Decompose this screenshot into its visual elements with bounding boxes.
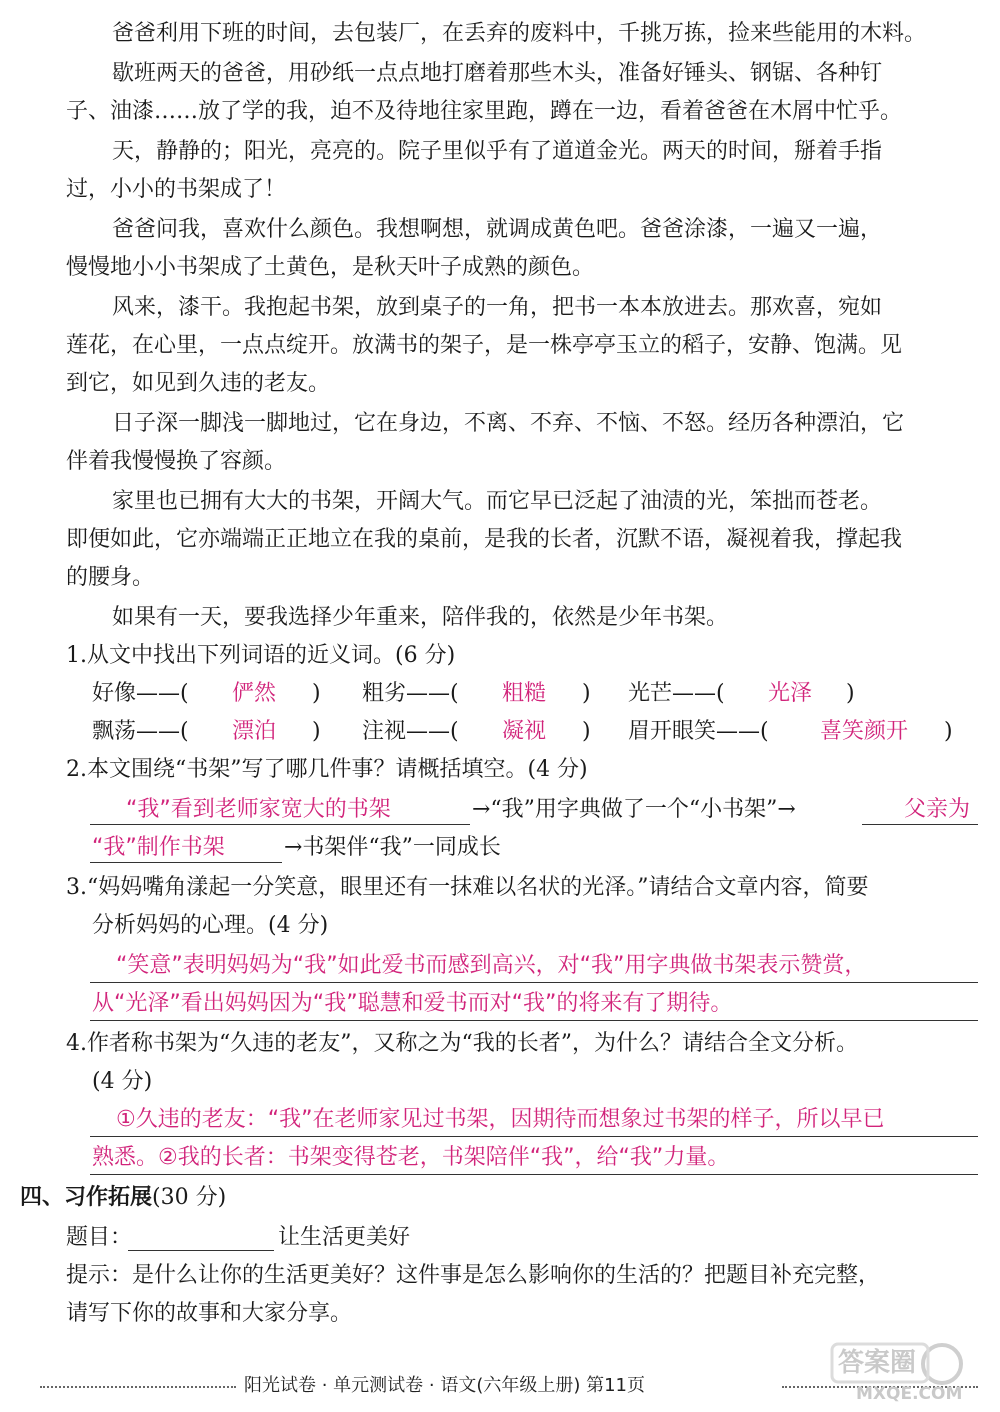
synonym-word: 光芒——( xyxy=(628,681,725,706)
synonym-close: ) xyxy=(312,719,321,744)
passage-line: 歇班两天的爸爸，用砂纸一点点地打磨着那些木头，准备好锤头、钢锯、各种钉 xyxy=(112,61,883,86)
answer-line xyxy=(90,1136,978,1137)
synonym-answer: 漂泊 xyxy=(232,719,277,744)
synonym-answer: 凝视 xyxy=(502,719,547,744)
essay-title-suffix: 让生活更美好 xyxy=(278,1225,411,1250)
answer-text: 从“光泽”看出妈妈因为“我”聪慧和爱书而对“我”的将来有了期待。 xyxy=(92,991,733,1016)
answer-line xyxy=(90,1174,978,1175)
passage-line: 的腰身。 xyxy=(66,565,155,590)
passage-line: 风来，漆干。我抱起书架，放到桌子的一角，把书一本本放进去。那欢喜，宛如 xyxy=(112,295,883,320)
synonym-answer: 喜笑颜开 xyxy=(820,719,909,744)
answer-text: ①久违的老友：“我”在老师家见过书架，因期待而想象过书架的样子，所以早已 xyxy=(116,1107,885,1132)
passage-line: 即便如此，它亦端端正正地立在我的桌前，是我的长者，沉默不语，凝视着我，撑起我 xyxy=(66,527,903,552)
section-points: (30 分) xyxy=(152,1185,227,1210)
essay-hint: 请写下你的故事和大家分享。 xyxy=(66,1301,353,1326)
synonym-answer: 光泽 xyxy=(768,681,813,706)
watermark-url: MXQE.COM xyxy=(856,1384,963,1404)
synonym-close: ) xyxy=(312,681,321,706)
synonym-close: ) xyxy=(944,719,953,744)
synonym-answer: 俨然 xyxy=(232,681,277,706)
answer-line xyxy=(90,982,978,983)
footer-rule xyxy=(40,1386,236,1388)
question-3: 分析妈妈的心理。(4 分) xyxy=(92,913,329,938)
passage-line: 家里也已拥有大大的书架，开阔大气。而它早已泛起了油渍的光，笨拙而苍老。 xyxy=(112,489,883,514)
answer-text: 熟悉。②我的长者：书架变得苍老，书架陪伴“我”，给“我”力量。 xyxy=(92,1145,730,1170)
passage-line: 子、油漆……放了学的我，迫不及待地往家里跑，蹲在一边，看着爸爸在木屑中忙乎。 xyxy=(66,99,903,124)
passage-line: 慢慢地小小书架成了土黄色，是秋天叶子成熟的颜色。 xyxy=(66,255,595,280)
essay-hint: 提示：是什么让你的生活更美好？这件事是怎么影响你的生活的？把题目补充完整， xyxy=(66,1263,881,1288)
answer-blank-text: 父亲为 xyxy=(904,797,971,822)
question-4: 4.作者称书架为“久违的老友”，又称之为“我的长者”，为什么？请结合全文分析。 xyxy=(66,1031,858,1056)
footer-text: 阳光试卷 · 单元测试卷 · 语文(六年级上册) 第11页 xyxy=(244,1375,645,1396)
passage-line: 天，静静的；阳光，亮亮的。院子里似乎有了道道金光。两天的时间，掰着手指 xyxy=(112,139,883,164)
passage-line: 过，小小的书架成了！ xyxy=(66,177,287,202)
passage-line: 如果有一天，要我选择少年重来，陪伴我的，依然是少年书架。 xyxy=(112,605,729,630)
essay-title-label: 题目： xyxy=(66,1225,133,1250)
watermark-logo xyxy=(828,1340,978,1406)
passage-line: 爸爸利用下班的时间，去包装厂，在丢弃的废料中，千挑万拣，捡来些能用的木料。 xyxy=(112,21,927,46)
essay-title-blank[interactable] xyxy=(128,1250,274,1251)
synonym-word: 眉开眼笑——( xyxy=(628,719,769,744)
synonym-word: 粗劣——( xyxy=(362,681,459,706)
answer-blank-text: “我”制作书架 xyxy=(92,835,225,860)
question-2-text: →“我”用字典做了一个“小书架”→ xyxy=(472,797,796,822)
passage-line: 爸爸问我，喜欢什么颜色。我想啊想，就调成黄色吧。爸爸涂漆，一遍又一遍， xyxy=(112,217,883,242)
synonym-close: ) xyxy=(582,719,591,744)
answer-line xyxy=(90,1020,978,1021)
passage-line: 莲花，在心里，一点点绽开。放满书的架子，是一株亭亭玉立的稻子，安静、饱满。见 xyxy=(66,333,903,358)
answer-text: “笑意”表明妈妈为“我”如此爱书而感到高兴，对“我”用字典做书架表示赞赏， xyxy=(116,953,867,978)
question-3: 3.“妈妈嘴角漾起一分笑意，眼里还有一抹难以名状的光泽。”请结合文章内容，简要 xyxy=(66,875,869,900)
synonym-word: 飘荡——( xyxy=(92,719,189,744)
section-heading xyxy=(20,1182,226,1214)
synonym-close: ) xyxy=(582,681,591,706)
question-4: (4 分) xyxy=(92,1069,153,1094)
question-1: 1.从文中找出下列词语的近义词。(6 分) xyxy=(66,643,456,668)
passage-line: 日子深一脚浅一脚地过，它在身边，不离、不弃、不恼、不怒。经历各种漂泊，它 xyxy=(112,411,905,436)
question-2-text: →书架伴“我”一同成长 xyxy=(284,835,501,860)
synonym-close: ) xyxy=(846,681,855,706)
passage-line: 伴着我慢慢换了容颜。 xyxy=(66,449,287,474)
answer-blank-text: “我”看到老师家宽大的书架 xyxy=(126,797,391,822)
synonym-answer: 粗糙 xyxy=(502,681,547,706)
watermark-text: 答案圈 xyxy=(838,1348,917,1378)
section-title: 四、习作拓展 xyxy=(20,1185,153,1210)
question-2: 2.本文围绕“书架”写了哪几件事？请概括填空。(4 分) xyxy=(66,757,588,782)
passage-line: 到它，如见到久违的老友。 xyxy=(66,371,331,396)
synonym-word: 好像——( xyxy=(92,681,189,706)
synonym-word: 注视——( xyxy=(362,719,459,744)
